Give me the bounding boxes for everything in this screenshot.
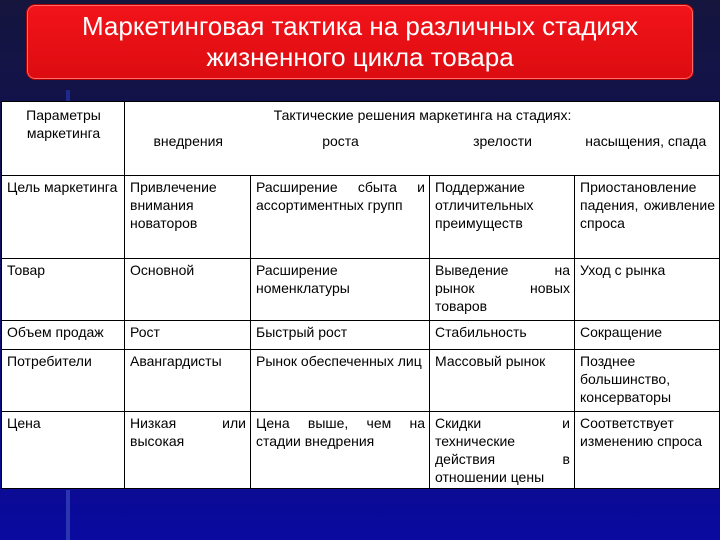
table-cell: Расширение сбыта и ассортиментных групп bbox=[251, 176, 430, 259]
table-cell: Рынок обеспеченных лиц bbox=[251, 350, 430, 412]
tactics-table bbox=[1, 101, 719, 488]
param-header: Параметры маркетинга bbox=[26, 107, 101, 141]
table-cell: Низкая или высокая bbox=[125, 412, 251, 489]
stage-header: зрелости bbox=[430, 130, 575, 176]
row-param: Товар bbox=[2, 259, 125, 321]
table-cell: Цена выше, чем на стадии внедрения bbox=[251, 412, 430, 489]
title-line-2: жизненного цикла товара bbox=[206, 42, 514, 72]
table-row bbox=[2, 259, 720, 321]
table-cell: Поддержание отличительных преимуществ bbox=[430, 176, 575, 259]
param-header-cell bbox=[2, 102, 125, 176]
table-cell: Основной bbox=[125, 259, 251, 321]
stage-header: внедрения bbox=[125, 130, 251, 176]
row-param: Объем продаж bbox=[2, 321, 125, 350]
table-cell: Позднее большинство, консерваторы bbox=[575, 350, 720, 412]
row-param: Потребители bbox=[2, 350, 125, 412]
stage-header: роста bbox=[251, 130, 430, 176]
group-header: Тактические решения маркетинга на стадиях: bbox=[273, 107, 572, 123]
table-cell: Сокращение bbox=[575, 321, 720, 350]
table-cell: Привлечение внимания новаторов bbox=[125, 176, 251, 259]
table-cell: Соответствует изменению спроса bbox=[575, 412, 720, 489]
table-row bbox=[2, 321, 720, 350]
table-row bbox=[2, 412, 720, 489]
table-row bbox=[2, 176, 720, 259]
row-param: Цена bbox=[2, 412, 125, 489]
table-cell: Рост bbox=[125, 321, 251, 350]
table-cell: Стабильность bbox=[430, 321, 575, 350]
table-cell: Быстрый рост bbox=[251, 321, 430, 350]
row-param: Цель маркетинга bbox=[2, 176, 125, 259]
group-header-cell bbox=[125, 102, 720, 130]
table-cell: Авангардисты bbox=[125, 350, 251, 412]
table-row bbox=[2, 350, 720, 412]
table-cell: Массовый рынок bbox=[430, 350, 575, 412]
table-cell: Уход с рынка bbox=[575, 259, 720, 321]
title-banner bbox=[26, 4, 694, 80]
table-cell: Приостановление падения, оживление спроса bbox=[575, 176, 720, 259]
stage-header: насыщения, спада bbox=[575, 130, 720, 176]
table-cell: Расширение номенклатуры bbox=[251, 259, 430, 321]
table-cell: Выведение на рынок новых товаров bbox=[430, 259, 575, 321]
table-cell: Скидки и технические действия в отношении цены bbox=[430, 412, 575, 489]
decor-stripe bbox=[66, 490, 70, 540]
title-line-1: Маркетинговая тактика на различных стадиях bbox=[81, 11, 639, 41]
